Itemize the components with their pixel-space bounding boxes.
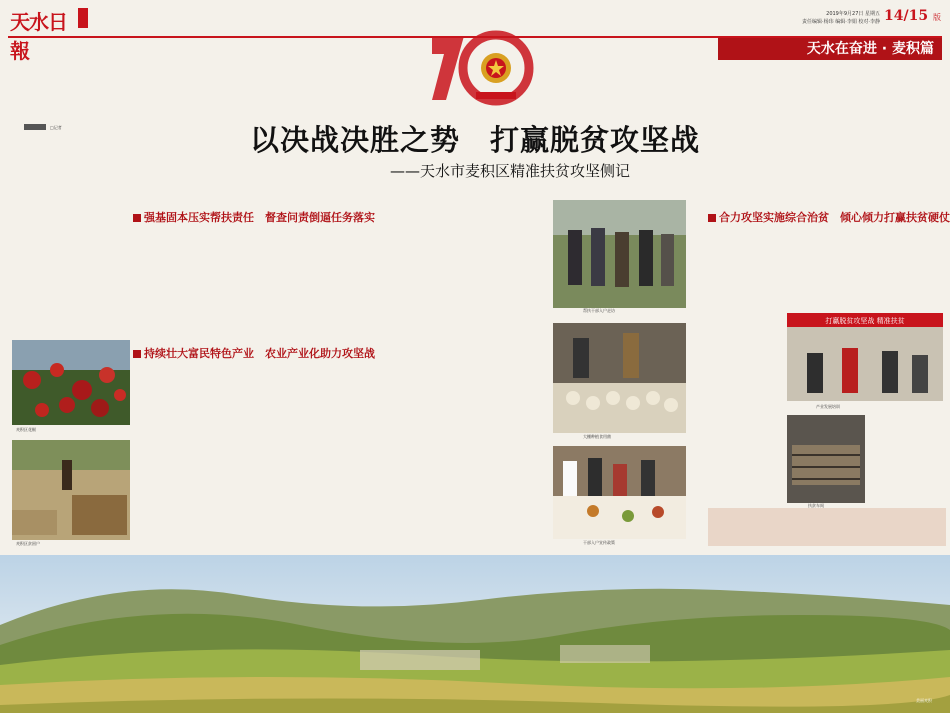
caption-3: 帮扶干部入户走访: [583, 308, 615, 313]
s1-col-3: [301, 229, 381, 341]
s2-col-3: [301, 366, 381, 552]
masthead-seal: [78, 8, 88, 28]
photo-mushroom-greenhouse: [553, 323, 686, 433]
issue-meta: [790, 10, 880, 26]
page-number: 14/15: [884, 8, 929, 24]
s2-col-5: [469, 366, 549, 552]
caption-1: 麦积区花椒: [16, 427, 36, 432]
byline: □记者: [50, 125, 62, 130]
section-heading-1: [133, 211, 375, 225]
s3-col-1: [708, 229, 784, 504]
photo-training-session: [787, 313, 943, 401]
panorama-landscape-photo: [0, 555, 950, 713]
issue-editor: 责任编辑·杨玮 编辑·李娟 校对·李静: [802, 19, 880, 25]
section-heading-2: [133, 347, 393, 361]
training-banner-text: 打赢脱贫攻坚战 精准扶贫: [825, 317, 905, 325]
caption-4: 大棚种植食用菌: [583, 434, 611, 439]
intro-text: [24, 136, 136, 236]
masthead-logo: 天水日報: [10, 10, 67, 63]
s2-col-2: [217, 366, 297, 552]
page-suffix: 版: [933, 13, 941, 22]
section-banner: 天水在奋进 · 麦积篇: [718, 38, 942, 60]
section-heading-3: [708, 211, 950, 225]
byline-bar: [24, 124, 46, 130]
photo-dinner-gathering: [553, 446, 686, 539]
caption-6: 产业发展培训: [816, 404, 840, 409]
photo-pepper-harvest: [12, 340, 130, 425]
section-square-icon: [133, 350, 141, 358]
s1-col-1: [133, 229, 213, 341]
caption-7: 扶贫车间: [808, 503, 824, 508]
s1-col-4: [385, 229, 465, 341]
section-square-icon: [708, 214, 716, 222]
s1-col-2: [217, 229, 297, 341]
s3-col-2: [788, 229, 864, 313]
photo-villager-field: [12, 440, 130, 540]
caption-2: 麦积区贫困户: [16, 541, 40, 546]
photo-poverty-workshop: [787, 415, 865, 503]
s2-col-1: [133, 366, 213, 552]
caption-5: 干部入户宣传政策: [583, 540, 615, 545]
panorama-caption: 美丽麦积: [916, 698, 932, 703]
section-square-icon: [133, 214, 141, 222]
s3-col-4: [868, 412, 944, 504]
anniversary-70-emblem: [424, 18, 534, 110]
s1-col-5: [469, 229, 549, 341]
section-heading-2-text: 持续壮大富民特色产业 农业产业化助力攻坚战: [144, 347, 375, 360]
issue-date: 2019年9月27日 星期五: [826, 11, 880, 17]
photo-cadres-visit: [553, 200, 686, 308]
summary-note-box: [708, 508, 946, 546]
s3-col-3: [868, 229, 944, 313]
page-headline: 以决战决胜之势 打赢脱贫攻坚战: [249, 123, 700, 157]
section-heading-1-text: 强基固本压实帮扶责任 督查问责倒逼任务落实: [144, 211, 375, 224]
page-subhead: ——天水市麦积区精准扶贫攻坚侧记: [389, 162, 630, 180]
section-heading-3-text: 合力攻坚实施综合治贫 倾心倾力打赢扶贫硬仗: [719, 211, 950, 224]
s2-col-4: [385, 366, 465, 552]
